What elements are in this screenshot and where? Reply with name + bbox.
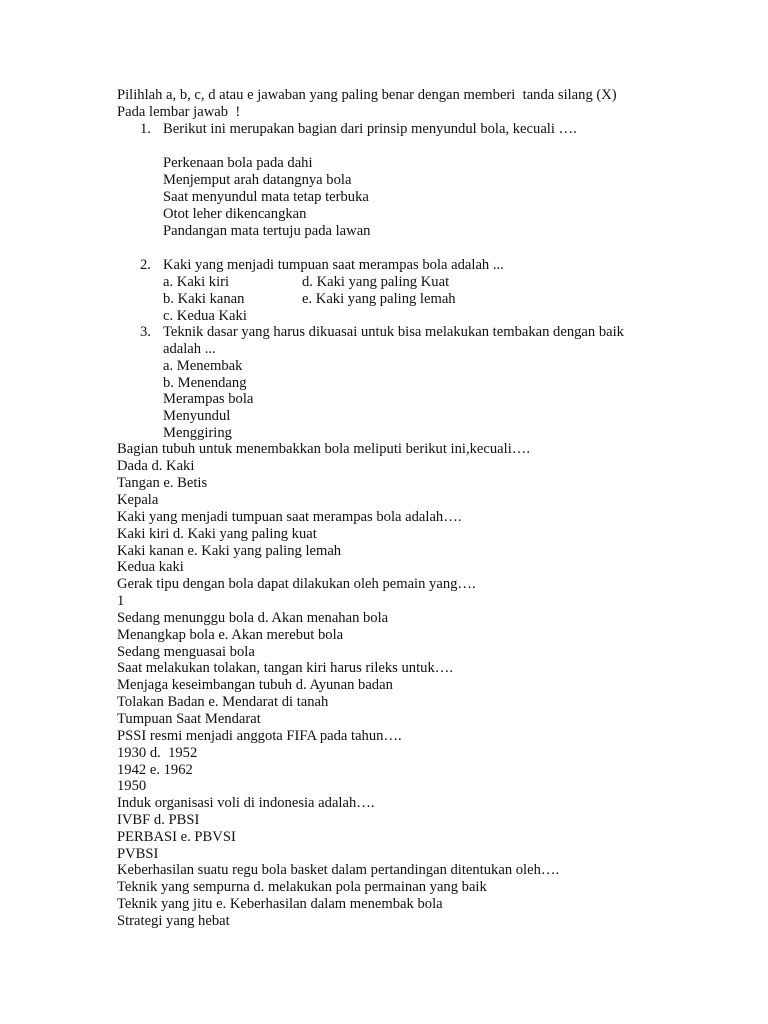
text-line: Saat melakukan tolakan, tangan kiri harus rileks untuk…. [117,660,453,676]
text-line: 1930 d. 1952 [117,745,198,761]
question-number-1: 1. [140,121,151,137]
q3-option-4: Menyundul [163,408,231,424]
text-line: PVBSI [117,846,159,862]
text-line: Tolakan Badan e. Mendarat di tanah [117,694,329,710]
text-line: IVBF d. PBSI [117,812,200,828]
q1-option-5: Pandangan mata tertuju pada lawan [163,223,371,239]
q1-option-3: Saat menyundul mata tetap terbuka [163,189,369,205]
question-3-text-line-2: adalah ... [163,341,216,357]
text-line: Teknik yang sempurna d. melakukan pola permainan yang baik [117,879,487,895]
text-line: PSSI resmi menjadi anggota FIFA pada tahun…. [117,728,402,744]
text-line: Tumpuan Saat Mendarat [117,711,261,727]
question-number-2: 2. [140,257,151,273]
text-line: 1942 e. 1962 [117,762,193,778]
text-line: Sedang menunggu bola d. Akan menahan bola [117,610,389,626]
text-line: Menjaga keseimbangan tubuh d. Ayunan badan [117,677,393,693]
q2-option-a: a. Kaki kiri [163,274,230,290]
q3-option-3: Merampas bola [163,391,254,407]
q2-option-d: d. Kaki yang paling Kuat [302,274,450,290]
q1-option-4: Otot leher dikencangkan [163,206,307,222]
text-line: Kaki kiri d. Kaki yang paling kuat [117,526,317,542]
instruction-line-1: Pilihlah a, b, c, d atau e jawaban yang paling benar dengan memberi tanda silang (X) [117,87,617,103]
instruction-line-2: Pada lembar jawab ! [117,104,241,120]
question-1-text: Berikut ini merupakan bagian dari prinsip menyundul bola, kecuali …. [163,121,577,137]
text-line: Bagian tubuh untuk menembakkan bola meliputi berikut ini,kecuali…. [117,441,530,457]
text-line: Gerak tipu dengan bola dapat dilakukan oleh pemain yang…. [117,576,476,592]
text-line: 1950 [117,778,147,794]
question-number-3: 3. [140,324,151,340]
text-line: Strategi yang hebat [117,913,230,929]
text-line: Kedua kaki [117,559,184,575]
q1-option-2: Menjemput arah datangnya bola [163,172,352,188]
text-line: PERBASI e. PBVSI [117,829,236,845]
text-line: Menangkap bola e. Akan merebut bola [117,627,344,643]
text-line: Kaki kanan e. Kaki yang paling lemah [117,543,342,559]
text-line: Kepala [117,492,159,508]
text-line: Sedang menguasai bola [117,644,255,660]
text-line: Teknik yang jitu e. Keberhasilan dalam menembak bola [117,896,443,912]
question-3-text-line-1: Teknik dasar yang harus dikuasai untuk bisa melakukan tembakan dengan baik [163,324,624,340]
q3-option-2: b. Menendang [163,375,247,391]
q2-option-b: b. Kaki kanan [163,291,245,307]
q3-option-5: Menggiring [163,425,232,441]
text-line: Dada d. Kaki [117,458,195,474]
question-2-text: Kaki yang menjadi tumpuan saat merampas bola adalah ... [163,257,504,273]
text-line: Tangan e. Betis [117,475,208,491]
q1-option-1: Perkenaan bola pada dahi [163,155,313,171]
q2-option-c: c. Kedua Kaki [163,308,247,324]
text-line: Keberhasilan suatu regu bola basket dalam pertandingan ditentukan oleh…. [117,862,560,878]
text-line: 1 [117,593,125,609]
q2-option-e: e. Kaki yang paling lemah [302,291,456,307]
text-line: Induk organisasi voli di indonesia adalah…. [117,795,375,811]
text-line: Kaki yang menjadi tumpuan saat merampas bola adalah…. [117,509,462,525]
q3-option-1: a. Menembak [163,358,243,374]
